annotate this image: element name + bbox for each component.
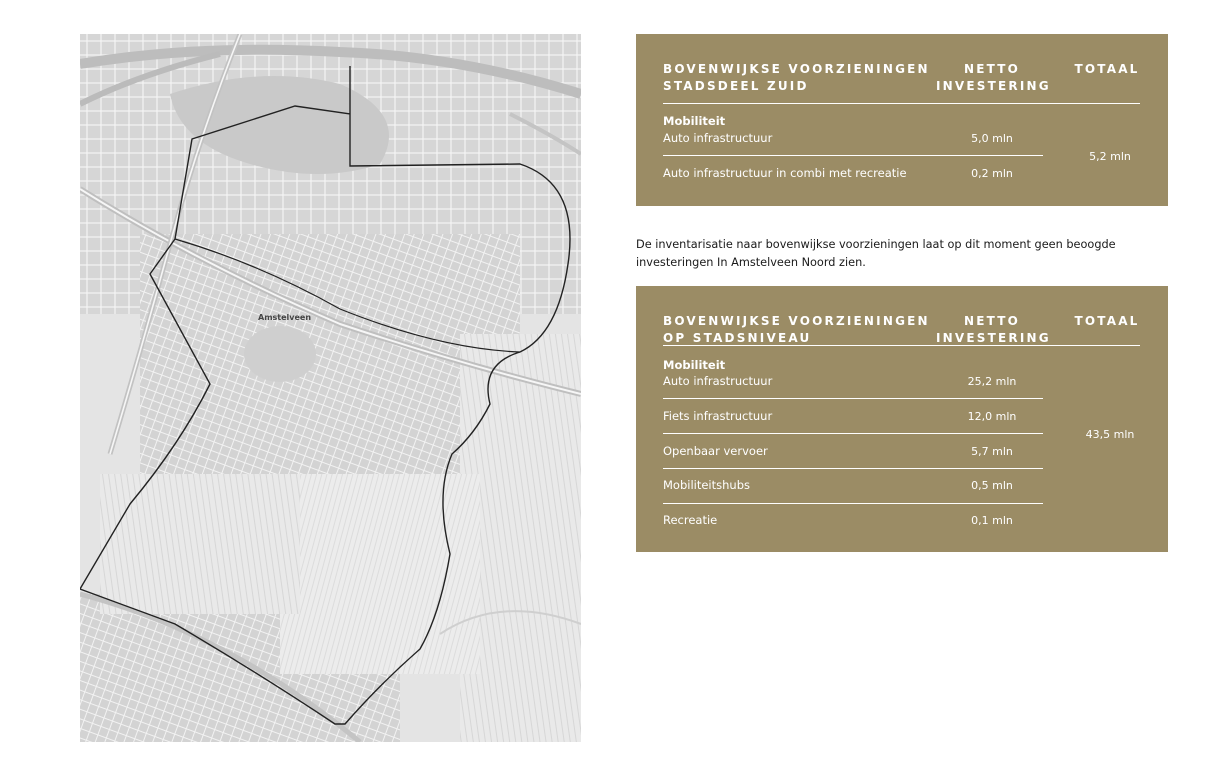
row-value: 5,7 mln — [971, 445, 1013, 458]
category-label: Mobiliteit — [663, 358, 726, 372]
total-value: 5,2 mln — [1089, 150, 1131, 163]
row-value: 25,2 mln — [967, 375, 1017, 388]
district-map — [80, 34, 581, 742]
row-divider — [663, 468, 1043, 469]
table-title: BOVENWIJKSE VOORZIENINGEN OP STADSNIVEAU — [663, 314, 930, 345]
column-header-totaal: TOTAAL — [1074, 314, 1140, 328]
row-label: Auto infrastructuur — [663, 131, 773, 145]
table-title: BOVENWIJKSE VOORZIENINGEN STADSDEEL ZUID — [663, 62, 930, 93]
column-header-totaal: TOTAAL — [1074, 62, 1140, 76]
row-value: 0,2 mln — [971, 167, 1013, 180]
total-value: 43,5 mln — [1085, 428, 1135, 441]
row-label: Recreatie — [663, 513, 718, 527]
header-divider — [663, 103, 1140, 104]
column-header-netto: NETTO INVESTERING — [936, 62, 1051, 93]
column-header-netto: NETTO INVESTERING — [936, 314, 1051, 345]
row-value: 0,5 mln — [971, 479, 1013, 492]
table-stadsdeel-zuid — [636, 34, 1168, 206]
row-label: Auto infrastructuur in combi met recreatie — [663, 166, 907, 180]
map-graphic — [80, 34, 581, 742]
row-divider — [663, 398, 1043, 399]
category-label: Mobiliteit — [663, 114, 726, 128]
inventory-note: De inventarisatie naar bovenwijkse voorzieningen laat op dit moment geen beoogde investeringen In Amstelveen Noord zien. — [636, 238, 1116, 269]
row-divider — [663, 155, 1043, 156]
row-divider — [663, 433, 1043, 434]
row-label: Fiets infrastructuur — [663, 409, 773, 423]
table-stadsniveau — [636, 286, 1168, 552]
row-value: 12,0 mln — [967, 410, 1017, 423]
row-label: Mobiliteitshubs — [663, 478, 750, 492]
header-divider — [663, 345, 1140, 346]
row-label: Auto infrastructuur — [663, 374, 773, 388]
row-label: Openbaar vervoer — [663, 444, 768, 458]
row-value: 5,0 mln — [971, 132, 1013, 145]
row-divider — [663, 503, 1043, 504]
map-label-amstelveen: Amstelveen — [258, 313, 312, 322]
row-value: 0,1 mln — [971, 514, 1013, 527]
